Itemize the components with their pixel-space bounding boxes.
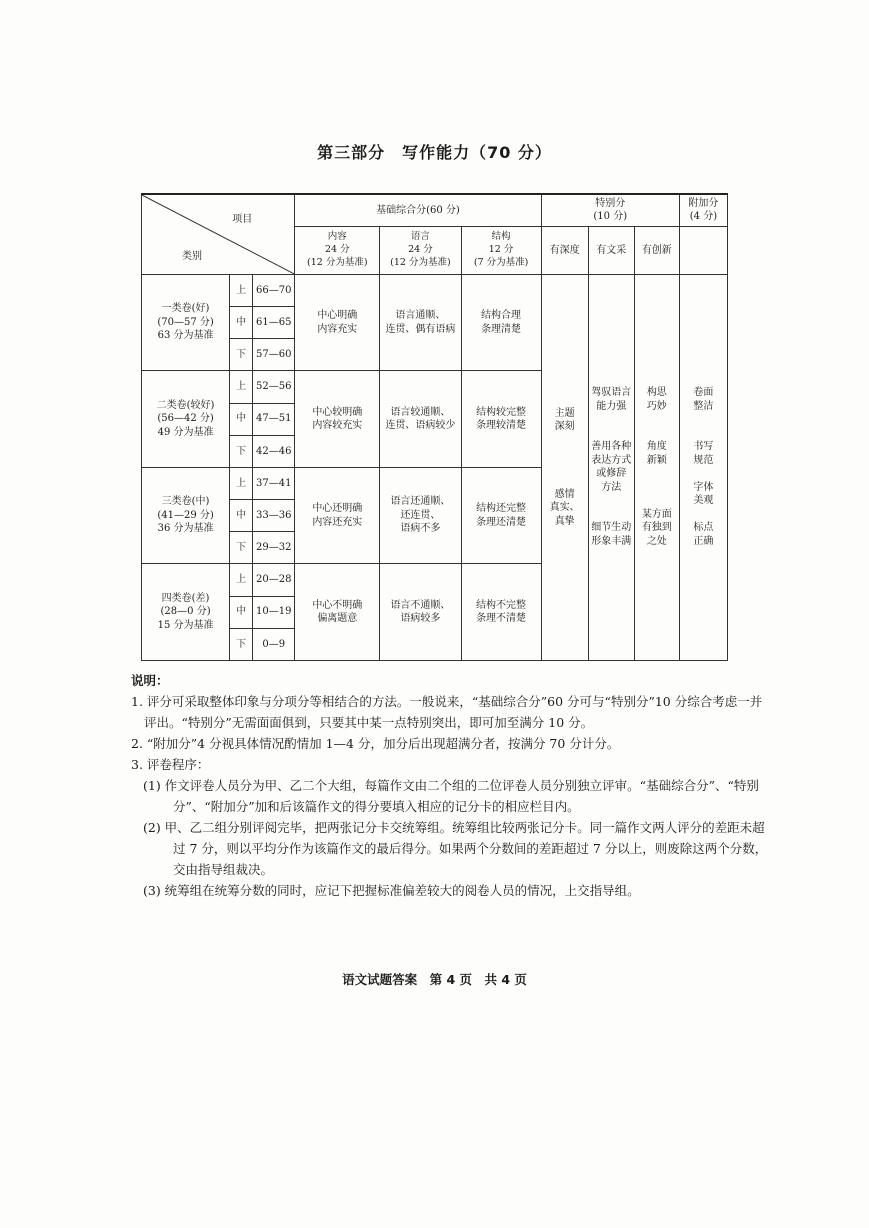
structure-criteria: 结构合理 条理清楚 — [461, 274, 541, 371]
note-item: 1. 评分可采取整体印象与分项分等相结合的方法。一般说来，“基础综合分”60 分可与“特别分”10 分综合考虑一并评出。“特别分”无需面面俱到，只要其中某一点特别突出，即可加至满分 10 分。 — [131, 694, 763, 730]
language-subheader: 语言 24 分 (12 分为基准) — [380, 226, 461, 274]
note-subitem: (2) 甲、乙二组分别评阅完毕，把两张记分卡交统筹组。统筹组比较两张记分卡。同一篇作文两人评分的差距未超过 7 分，则以平均分作为该篇作文的最后得分。如果两个分数间的差距超过 7 分以上，则废除这两个分数，交由指导组裁决。 — [143, 820, 768, 877]
note-subitem: (3) 统筹组在统筹分数的同时，应记下把握标准偏差较大的阅卷人员的情况，上交指导组。 — [143, 883, 640, 898]
page-title: 第三部分 写作能力（70 分） — [317, 143, 552, 162]
level-label: 上 — [230, 274, 253, 306]
content-criteria: 中心较明确 内容较充实 — [295, 371, 380, 468]
level-label: 中 — [230, 307, 253, 339]
level-range: 57—60 — [253, 339, 295, 371]
scoring-table — [141, 193, 728, 661]
level-label: 下 — [230, 628, 253, 660]
notes-heading: 说明： — [131, 673, 169, 688]
level-label: 上 — [230, 371, 253, 403]
level-range: 37—41 — [253, 467, 295, 499]
level-label: 上 — [230, 467, 253, 499]
language-criteria: 语言通顺、 连贯、偶有语病 — [380, 274, 461, 371]
level-label: 下 — [230, 532, 253, 564]
level-label: 下 — [230, 339, 253, 371]
page-footer: 语文试题答案 第 4 页 共 4 页 — [342, 972, 527, 987]
level-label: 中 — [230, 500, 253, 532]
category-cell: 二类卷(较好) (56—42 分) 49 分为基准 — [142, 371, 230, 468]
content-subheader: 内容 24 分 (12 分为基准) — [295, 226, 380, 274]
innovation-subheader: 有创新 — [634, 226, 679, 274]
notes-section — [131, 670, 771, 901]
category-cell: 三类卷(中) (41—29 分) 36 分为基准 — [142, 467, 230, 564]
level-range: 52—56 — [253, 371, 295, 403]
level-range: 29—32 — [253, 532, 295, 564]
content-criteria: 中心不明确 偏离题意 — [295, 564, 380, 661]
level-range: 42—46 — [253, 435, 295, 467]
structure-criteria: 结构较完整 条理较清楚 — [461, 371, 541, 468]
special-score-header: 特别分 (10 分) — [541, 194, 679, 226]
category-cell: 一类卷(好) (70—57 分) 63 分为基准 — [142, 274, 230, 371]
level-range: 66—70 — [253, 274, 295, 306]
level-label: 上 — [230, 564, 253, 596]
corner-cell — [142, 194, 295, 274]
level-range: 47—51 — [253, 403, 295, 435]
structure-criteria: 结构还完整 条理还清楚 — [461, 467, 541, 564]
level-range: 20—28 — [253, 564, 295, 596]
structure-subheader: 结构 12 分 (7 分为基准) — [461, 226, 541, 274]
style-subheader: 有文采 — [588, 226, 634, 274]
level-range: 10—19 — [253, 596, 295, 628]
note-subitem: (1) 作文评卷人员分为甲、乙二个大组，每篇作文由二个组的二位评卷人员分别独立评审。“基础综合分”、“特别分”、“附加分”加和后该篇作文的得分要填入相应的记分卡的相应栏目内。 — [143, 778, 759, 814]
level-range: 33—36 — [253, 500, 295, 532]
style-column: 驾驭语言 能力强 善用各种 表达方式 或修辞 方法 细节生动 形象丰满 — [588, 274, 634, 660]
language-criteria: 语言还通顺、 还连贯、 语病不多 — [380, 467, 461, 564]
depth-subheader: 有深度 — [541, 226, 588, 274]
category-cell: 四类卷(差) (28—0 分) 15 分为基准 — [142, 564, 230, 661]
innovation-column: 构思 巧妙 角度 新颖 某方面 有独到 之处 — [634, 274, 679, 660]
level-label: 中 — [230, 596, 253, 628]
level-range: 0—9 — [253, 628, 295, 660]
language-criteria: 语言不通顺、 语病较多 — [380, 564, 461, 661]
basic-score-header: 基础综合分(60 分) — [295, 194, 541, 226]
content-criteria: 中心还明确 内容还充实 — [295, 467, 380, 564]
extra-score-header: 附加分 (4 分) — [679, 194, 727, 226]
extra-column: 卷面 整洁 书写 规范 字体 美观 标点 正确 — [679, 274, 727, 660]
level-range: 61—65 — [253, 307, 295, 339]
extra-subheader-empty — [679, 226, 727, 274]
corner-category-label: 类别 — [182, 251, 202, 263]
content-criteria: 中心明确 内容充实 — [295, 274, 380, 371]
depth-column: 主题 深刻 感情 真实、 真挚 — [541, 274, 588, 660]
note-item: 3. 评卷程序： — [131, 757, 210, 772]
language-criteria: 语言较通顺、 连贯、语病较少 — [380, 371, 461, 468]
corner-item-label: 项目 — [232, 214, 253, 225]
level-label: 中 — [230, 403, 253, 435]
note-item: 2. “附加分”4 分视具体情况酌情加 1—4 分，加分后出现超满分者，按满分 70 分计分。 — [131, 736, 620, 751]
level-label: 下 — [230, 435, 253, 467]
structure-criteria: 结构不完整 条理不清楚 — [461, 564, 541, 661]
